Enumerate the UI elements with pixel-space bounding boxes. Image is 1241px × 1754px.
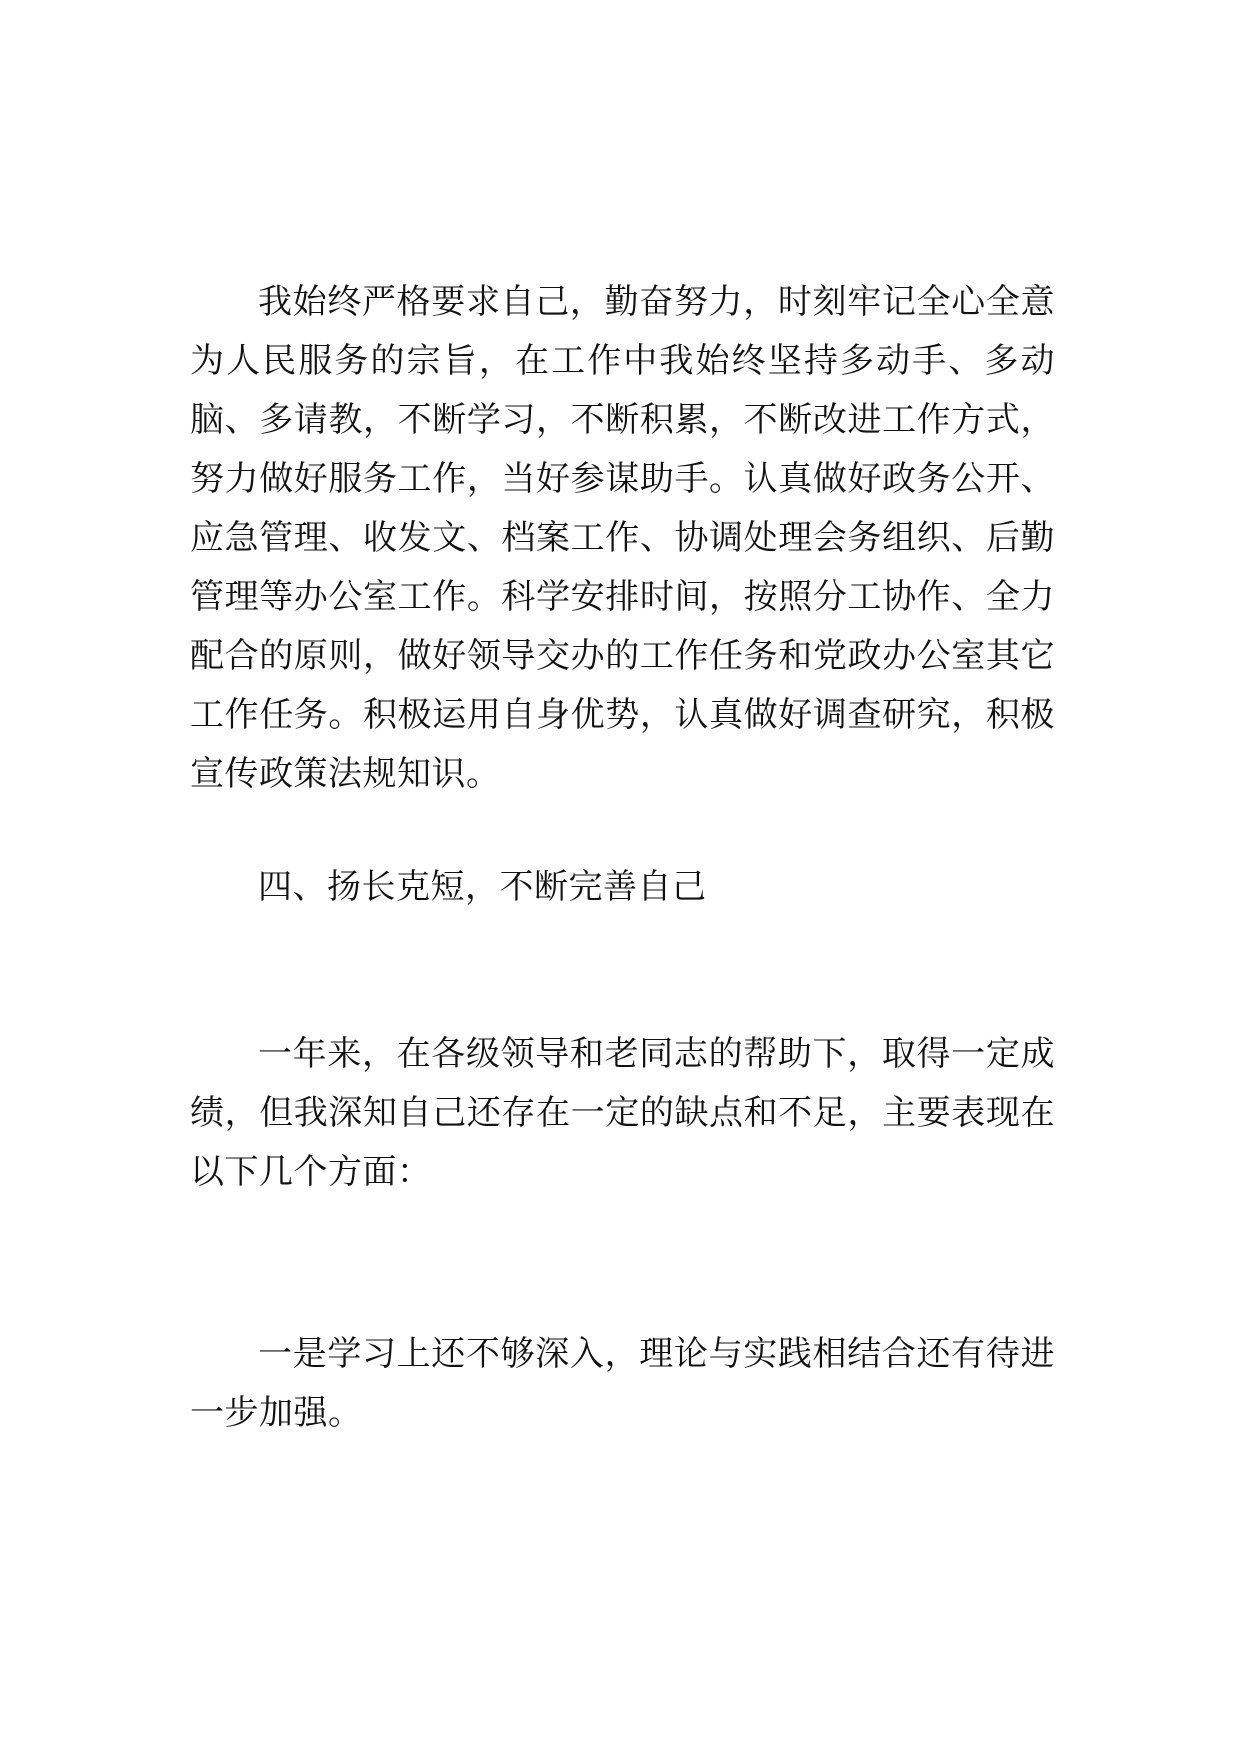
paragraph-shortcomings-intro: 一年来，在各级领导和老同志的帮助下，取得一定成绩，但我深知自己还存在一定的缺点和不足，主要表现在以下几个方面： bbox=[190, 1034, 1055, 1192]
paragraph-work-duties: 我始终严格要求自己，勤奋努力，时刻牢记全心全意为人民服务的宗旨，在工作中我始终坚持多动手、多动脑、多请教，不断学习，不断积累，不断改进工作方式，努力做好服务工作，当好参谋助手。认真做好政务公开、应急管理、收发文、档案工作、协调处理会务组织、后勤管理等办公室工作。科学安排时间，按照分工协作、全力配合的原则，做好领导交办的工作任务和党政办公室其它工作任务。积极运用自身优势，认真做好调查研究，积极宣传政策法规知识。 bbox=[190, 282, 1055, 794]
paragraph-shortcoming-one: 一是学习上还不够深入，理论与实践相结合还有待进一步加强。 bbox=[190, 1334, 1055, 1433]
section-heading: 四、扬长克短，不断完善自己 bbox=[258, 867, 707, 907]
